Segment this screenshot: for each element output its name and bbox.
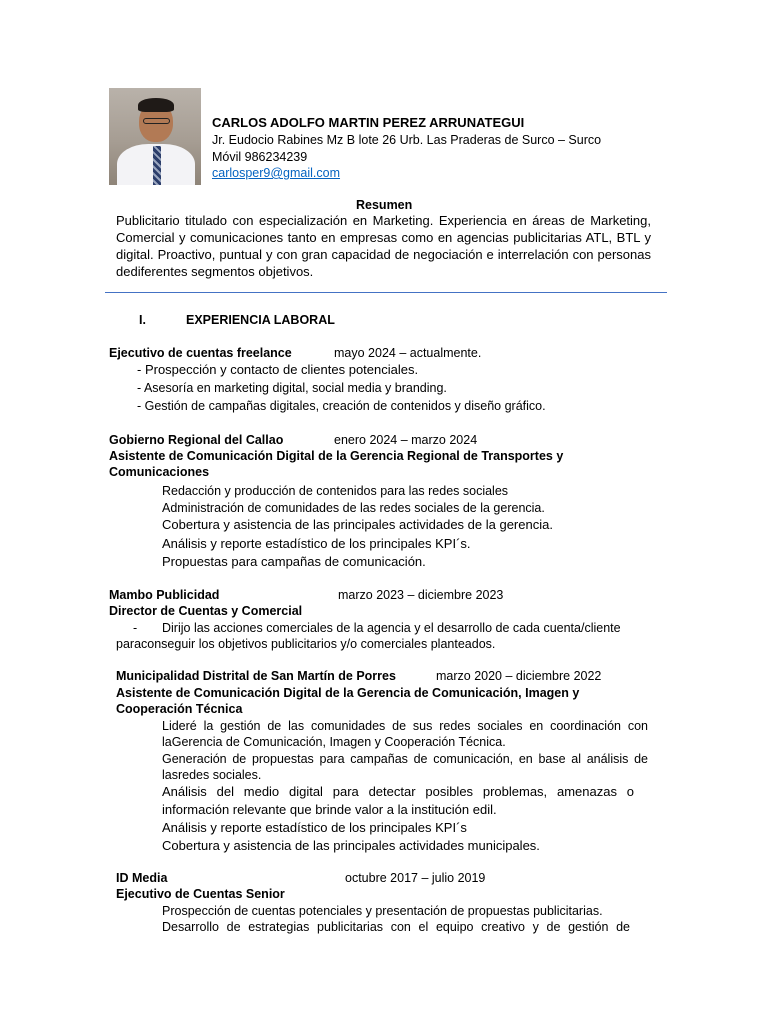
job-item: Prospección de cuentas potenciales y presentación de propuestas publicitarias. (162, 904, 603, 918)
summary-text: Publicitario titulado con especialización en Marketing. Experiencia en áreas de Marketing, Comercial y comunicaciones tanto en empresas como en agencias publicitarias ATL, BTL y digital. Proactivo, puntual y con gran capacidad de negociación e interrelación con personas dediferentes segmentos objetivos. (116, 213, 651, 279)
phone: Móvil 986234239 (212, 150, 308, 164)
job-role: Cooperación Técnica (116, 702, 243, 716)
job-company: Municipalidad Distrital de San Martín de Porres (116, 669, 396, 683)
job-dates: enero 2024 – marzo 2024 (334, 433, 478, 447)
job-item: Lideré la gestión de las comunidades de sus redes sociales en coordinación con laGerencia de Comunicación, Imagen y Cooperación Técnica. (162, 719, 648, 749)
job-item: Cobertura y asistencia de las principales actividades municipales. (162, 838, 540, 853)
job-item: - Prospección y contacto de clientes potenciales. (137, 362, 419, 377)
job-company: Ejecutivo de cuentas freelance (109, 346, 292, 360)
job-role: Ejecutivo de Cuentas Senior (116, 887, 285, 901)
job-company: ID Media (116, 871, 168, 885)
job-item: Propuestas para campañas de comunicación. (162, 554, 426, 569)
job-item: Análisis y reporte estadístico de los principales KPI´s (162, 820, 467, 835)
job-item: - Gestión de campañas digitales, creación de contenidos y diseño gráfico. (137, 399, 546, 413)
job-role: Comunicaciones (109, 465, 210, 479)
job-item: Administración de comunidades de las redes sociales de la gerencia. (162, 501, 545, 515)
job-role: Asistente de Comunicación Digital de la Gerencia de Comunicación, Imagen y (116, 686, 580, 700)
job-dates: octubre 2017 – julio 2019 (345, 871, 486, 885)
job-role: Asistente de Comunicación Digital de la Gerencia Regional de Transportes y (109, 449, 564, 463)
section-number: I. (139, 313, 146, 327)
bullet: - (133, 621, 138, 635)
profile-photo (109, 88, 201, 185)
email-link[interactable]: carlosper9@gmail.com (212, 166, 341, 180)
job-dates: mayo 2024 – actualmente. (334, 346, 482, 360)
job-role: Director de Cuentas y Comercial (109, 604, 303, 618)
job-item: Desarrollo de estrategias publicitarias con el equipo creativo y de gestión de (162, 920, 630, 934)
job-item: Dirijo las acciones comerciales de la agencia y el desarrollo de cada cuenta/cliente (162, 621, 621, 635)
job-item: Cobertura y asistencia de las principales actividades de la gerencia. (162, 517, 553, 532)
section-divider (105, 292, 667, 293)
job-item: Generación de propuestas para campañas de comunicación, en base al análisis de lasredes sociales. (162, 752, 648, 782)
job-item: Análisis del medio digital para detectar posibles problemas, amenazas o información relevante que brinde valor a la institución edil. (162, 784, 634, 817)
job-dates: marzo 2020 – diciembre 2022 (436, 669, 602, 683)
job-item: - Asesoría en marketing digital, social media y branding. (137, 381, 447, 395)
address: Jr. Eudocio Rabines Mz B lote 26 Urb. Las Praderas de Surco – Surco (212, 133, 602, 147)
job-item: Análisis y reporte estadístico de los principales KPI´s. (162, 536, 471, 551)
section-title: EXPERIENCIA LABORAL (186, 313, 335, 327)
candidate-name: CARLOS ADOLFO MARTIN PEREZ ARRUNATEGUI (212, 115, 525, 130)
job-item: Redacción y producción de contenidos para las redes sociales (162, 484, 509, 498)
summary-title: Resumen (356, 198, 413, 212)
job-dates: marzo 2023 – diciembre 2023 (338, 588, 504, 602)
job-company: Gobierno Regional del Callao (109, 433, 284, 447)
job-company: Mambo Publicidad (109, 588, 220, 602)
job-item: paraconseguir los objetivos publicitarios y/o comerciales planteados. (116, 637, 496, 651)
